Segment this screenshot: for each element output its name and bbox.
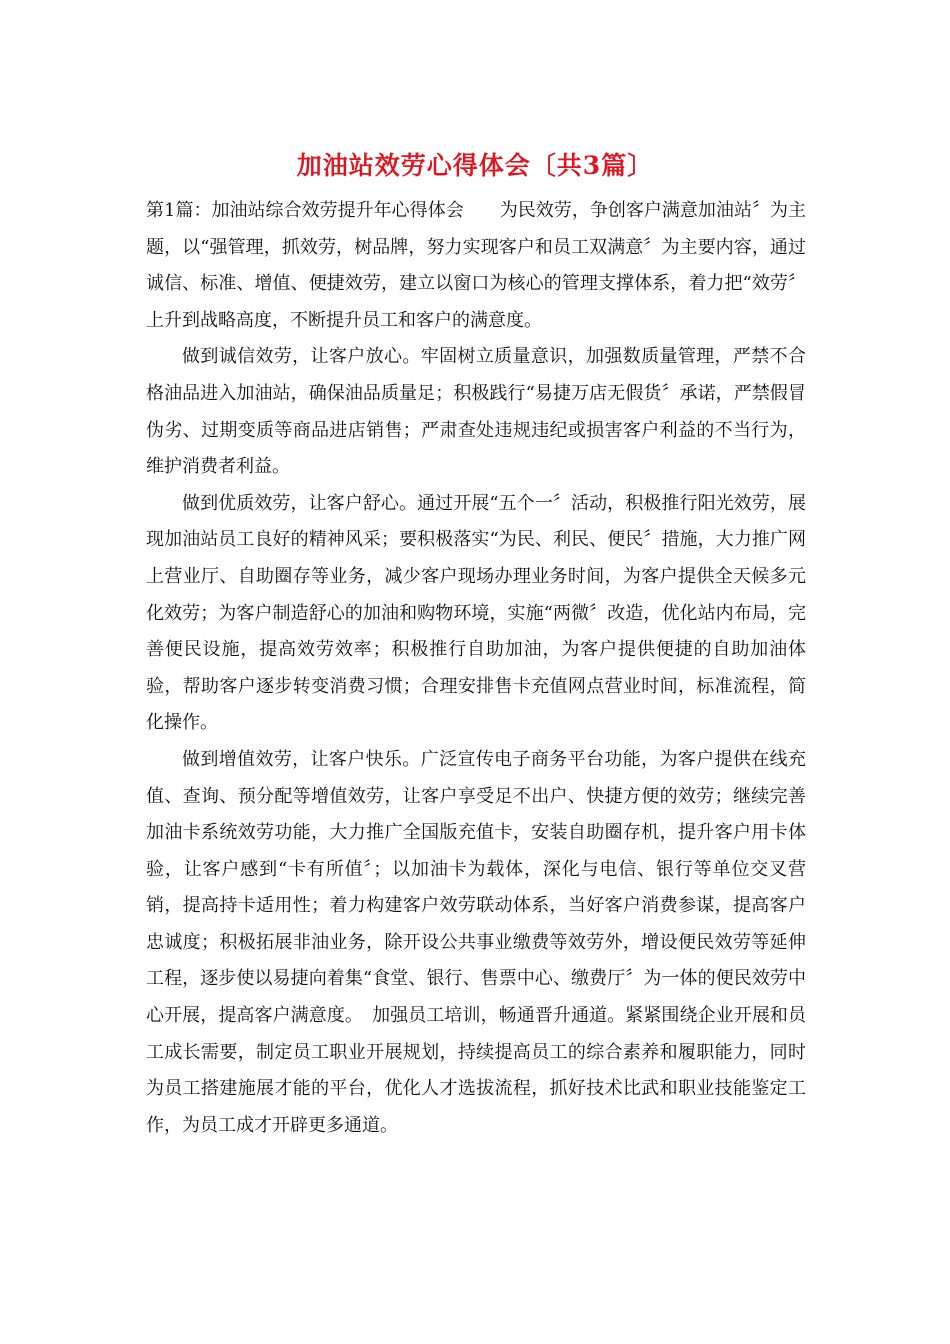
document-title: 加油站效劳心得体会〔共3篇〕 — [296, 151, 654, 180]
paragraph-1: 第1篇：加油站综合效劳提升年心得体会 为民效劳，争创客户满意加油站〞为主题，以“强管理，抓效劳，树品牌，努力实现客户和员工双满意〞为主要内容，通过诚信、标准、增值、便捷效劳，建立以窗口为核心的管理支撑体系，着力把“效劳〞上升到战略高度，不断提升员工和客户的满意度。 — [146, 200, 806, 331]
paragraph-4: 做到增值效劳，让客户快乐。广泛宣传电子商务平台功能，为客户提供在线充值、查询、预分配等增值效劳，让客户享受足不出户、快捷方便的效劳；继续完善加油卡系统效劳功能，大力推广全国版充值卡，安装自助圈存机，提升客户用卡体验，让客户感到“卡有所值〞；以加油卡为载体，深化与电信、银行等单位交叉营销，提高持卡适用性；着力构建客户效劳联动体系，当好客户消费参谋，提高客户忠诚度；积极拓展非油业务，除开设公共事业缴费等效劳外，增设便民效劳等延伸工程，逐步使以易捷向着集“食堂、银行、售票中心、缴费厅〞为一体的便民效劳中心开展，提高客户满意度。 加强员工培训，畅通晋升通道。紧紧围绕企业开展和员工成长需要，制定员工职业开展规划，持续提高员工的综合素养和履职能力，同时为员工搭建施展才能的平台，优化人才选拔流程，抓好技术比武和职业技能鉴定工作，为员工成才开辟更多通道。 — [146, 748, 806, 1136]
paragraph-3: 做到优质效劳，让客户舒心。通过开展“五个一〞活动，积极推行阳光效劳，展现加油站员工良好的精神风采；要积极落实“为民、利民、便民〞措施，大力推广网上营业厅、自助圈存等业务，减少客户现场办理业务时间，为客户提供全天候多元化效劳；为客户制造舒心的加油和购物环境，实施“两微〞改造，优化站内布局，完善便民设施，提高效劳效率；积极推行自助加油，为客户提供便捷的自助加油体验，帮助客户逐步转变消费习惯；合理安排售卡充值网点营业时间，标准流程，简化操作。 — [146, 492, 806, 734]
document-body — [146, 193, 806, 1144]
paragraph-2: 做到诚信效劳，让客户放心。牢固树立质量意识，加强数质量管理，严禁不合格油品进入加油站，确保油品质量足；积极践行“易捷万店无假货〞承诺，严禁假冒伪劣、过期变质等商品进店销售；严肃查处违规违纪或损害客户利益的不当行为，维护消费者利益。 — [146, 346, 806, 478]
